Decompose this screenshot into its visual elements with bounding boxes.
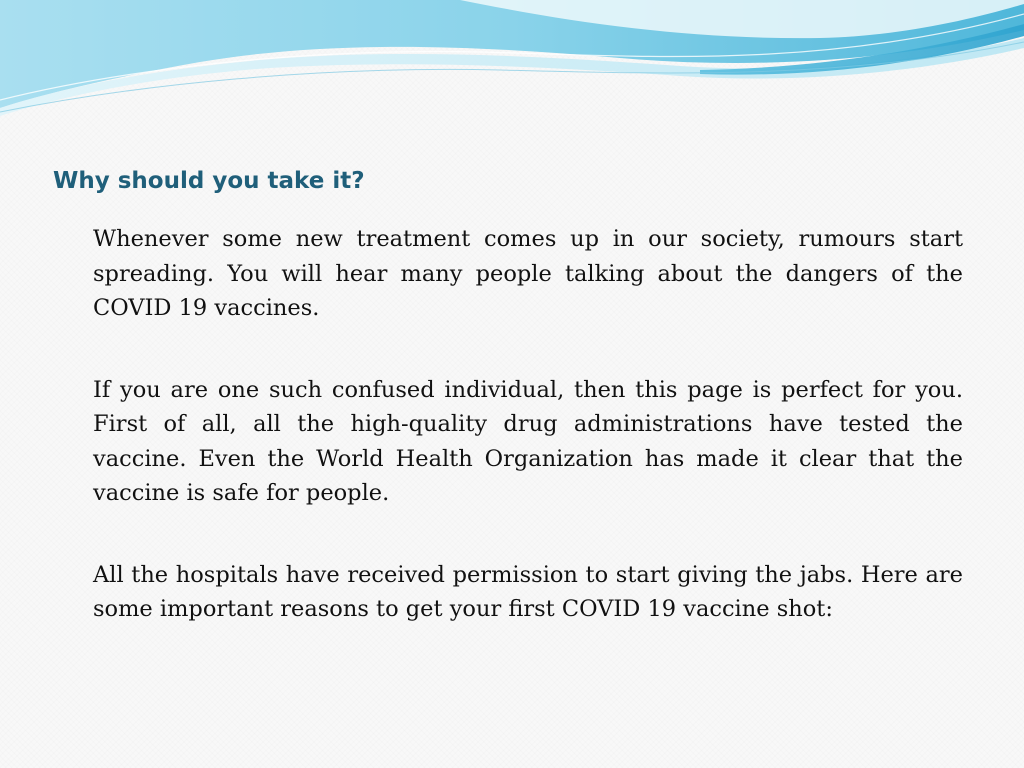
wave-banner-decoration bbox=[0, 0, 1024, 120]
paragraph-vaccine-safety: If you are one such confused individual, then this page is perfect for you. First of all, all the high-quality drug administrations have tested the vaccine. Even the World Health Organization has made it clear that the vaccine is safe for people. bbox=[93, 376, 963, 506]
slide-body bbox=[93, 222, 963, 674]
slide-title: Why should you take it? bbox=[53, 168, 365, 194]
paragraph-hospitals: All the hospitals have received permission to start giving the jabs. Here are some important reasons to get your first COVID 19 vaccine shot: bbox=[93, 561, 963, 622]
paragraph-rumours: Whenever some new treatment comes up in our society, rumours start spreading. You will hear many people talking about the dangers of the COVID 19 vaccines. bbox=[93, 226, 963, 321]
